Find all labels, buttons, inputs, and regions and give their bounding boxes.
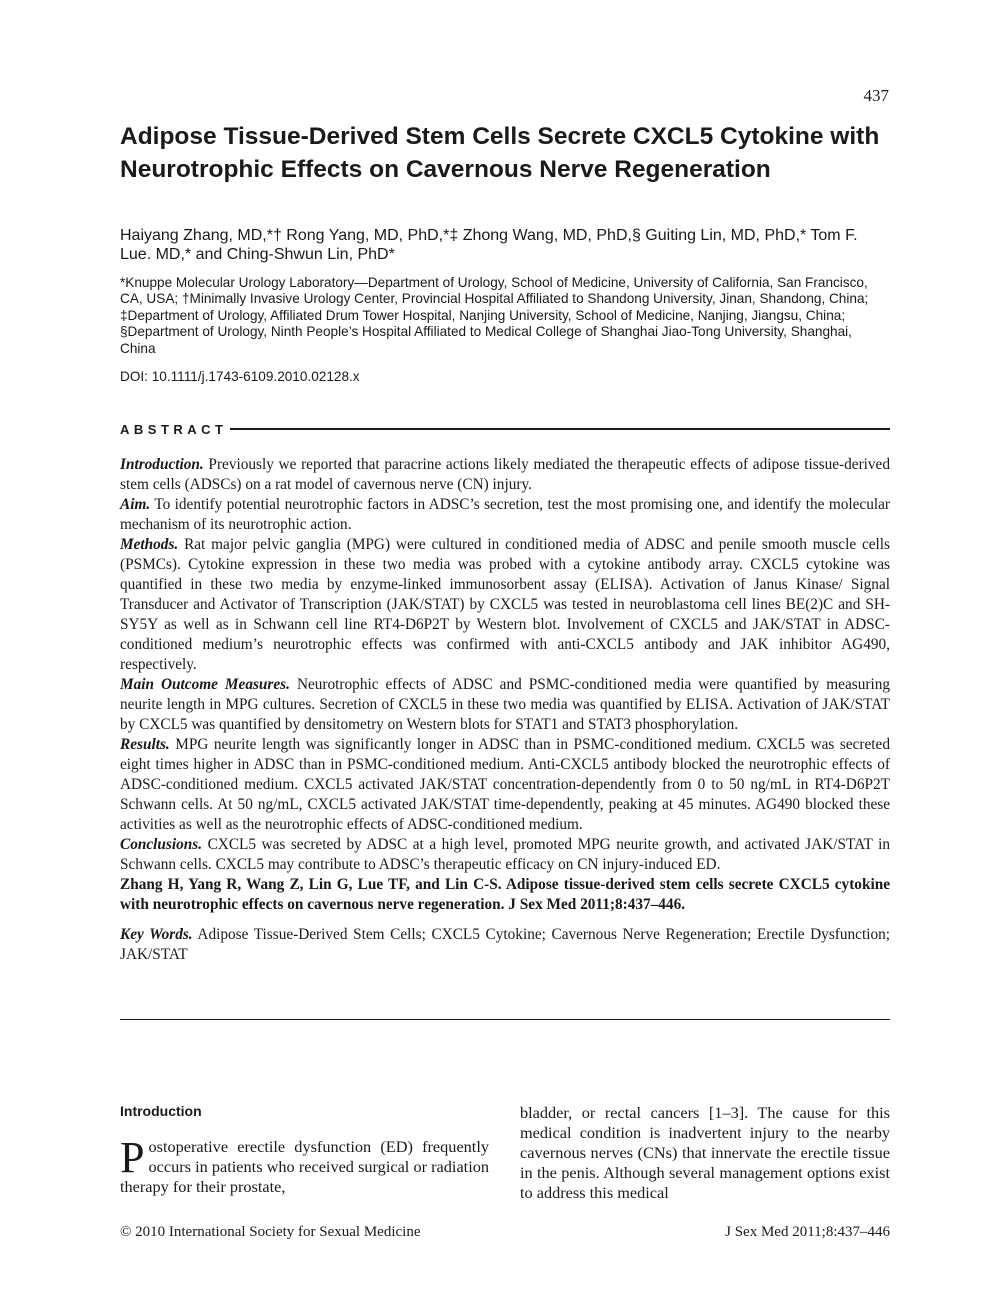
section-label: Main Outcome Measures. [120,676,290,693]
key-words [120,925,890,965]
copyright-footer: © 2010 International Society for Sexual Medicine [120,1224,421,1240]
page-number: 437 [863,86,889,105]
section-label: Methods. [120,536,179,553]
doi-link[interactable]: DOI: 10.1111/j.1743-6109.2010.02128.x [120,369,360,384]
abstract-introduction [120,455,890,495]
author-list: Haiyang Zhang, MD,*† Rong Yang, MD, PhD,*‡ Zhong Wang, MD, PhD,§ Guiting Lin, MD, PhD,* Tom F. Lue. MD,* and Ching-Shwun Lin, PhD* [120,227,858,263]
section-label: Introduction. [120,456,204,473]
section-label: Aim. [120,496,151,513]
section-text: Previously we reported that paracrine actions likely mediated the therapeutic effects of adipose tissue-derived stem cells (ADSCs) on a rat model of cavernous nerve (CN) injury. [120,456,890,493]
citation: Zhang H, Yang R, Wang Z, Lin G, Lue TF, and Lin C-S. Adipose tissue-derived stem cells secrete CXCL5 cytokine with neurotrophic effects on cavernous nerve regeneration. J Sex Med 2011;8:437–446. [120,876,890,913]
article-title: Adipose Tissue-Derived Stem Cells Secrete CXCL5 Cytokine with Neurotrophic Effects on Cavernous Nerve Regeneration [120,123,880,183]
abstract-heading: ABSTRACT [120,421,228,437]
abstract-methods [120,535,890,675]
drop-cap: P [120,1133,145,1182]
section-text: Neurotrophic effects of ADSC and PSMC-conditioned media were quantified by measuring neurite length in MPG cultures. Secretion of CXCL5 in these two media was quantified by ELISA. Activation of JAK/STAT by CXCL5 was quantified by densitometry on Western blots for STAT1 and STAT3 phosphorylation. [120,676,890,733]
introduction-text-left [120,1133,489,1197]
abstract-aim [120,495,890,535]
section-label: Conclusions. [120,836,203,853]
abstract-body [120,455,890,965]
key-words-text: Adipose Tissue-Derived Stem Cells; CXCL5 Cytokine; Cavernous Nerve Regeneration; Erectile Dysfunction; JAK/STAT [120,926,890,963]
abstract-end-divider [120,1019,890,1020]
abstract-results [120,735,890,835]
section-text: Rat major pelvic ganglia (MPG) were cultured in conditioned media of ADSC and penile smooth muscle cells (PSMCs). Cytokine expression in these two media was probed with a cytokine antibody array. CXCL5 cytokine was quantified in these two media by enzyme-linked immunosorbent assay (ELISA). Activation of Janus Kinase/ Signal Transducer and Activator of Transcription (JAK/STAT) by CXCL5 was tested in neuroblastoma cell lines BE(2)C and SH-SY5Y as well as in Schwann cell line RT4-D6P2T by Western blot. Involvement of CXCL5 and JAK/STAT in ADSC-conditioned medium’s neurotrophic effects was confirmed with anti-CXCL5 antibody and JAK inhibitor AG490, respectively. [120,536,890,673]
section-text: CXCL5 was secreted by ADSC at a high level, promoted MPG neurite growth, and activated JAK/STAT in Schwann cells. CXCL5 may contribute to ADSC’s therapeutic efficacy on CN injury-induced ED. [120,836,890,873]
abstract-main-outcome-measures [120,675,890,735]
affiliations: *Knuppe Molecular Urology Laboratory—Department of Urology, School of Medicine, University of California, San Francisco, CA, USA; †Minimally Invasive Urology Center, Provincial Hospital Affiliated to Shandong University, Jinan, Shandong, China; ‡Department of Urology, Affiliated Drum Tower Hospital, Nanjing University, School of Medicine, Nanjing, Jiangsu, China; §Department of Urology, Ninth People’s Hospital Affiliated to Medical College of Shanghai Jiao-Tong University, Shanghai, China [120,275,869,356]
section-text: To identify potential neurotrophic factors in ADSC’s secretion, test the most promising one, and identify the molecular mechanism of its neurotrophic action. [120,496,890,533]
introduction-text-right: bladder, or rectal cancers [1–3]. The cause for this medical condition is inadvertent injury to the nearby cavernous nerves (CNs) that innervate the erectile tissue in the penis. Although several management options exist to address this medical [520,1103,890,1202]
left-column [120,1103,489,1197]
key-words-label: Key Words. [120,926,193,943]
abstract-divider [230,428,891,430]
introduction-paragraph: ostoperative erectile dysfunction (ED) frequently occurs in patients who received surgical or radiation therapy for their prostate, [120,1137,489,1196]
section-label: Results. [120,736,170,753]
abstract-conclusions [120,835,890,875]
section-text: MPG neurite length was significantly longer in ADSC than in PSMC-conditioned medium. CXCL5 was secreted eight times higher in ADSC than in PSMC-conditioned medium. Anti-CXCL5 antibody blocked the neurotrophic effects of ADSC-conditioned medium. CXCL5 activated JAK/STAT concentration-dependently from 0 to 50 ng/mL in RT4-D6P2T Schwann cells. At 50 ng/mL, CXCL5 activated JAK/STAT time-dependently, peaking at 45 minutes. AG490 blocked these activities as well as the neurotrophic effects of ADSC-conditioned medium. [120,736,890,833]
abstract-header [120,420,890,438]
journal-footer: J Sex Med 2011;8:437–446 [725,1224,890,1240]
introduction-heading: Introduction [120,1103,202,1119]
